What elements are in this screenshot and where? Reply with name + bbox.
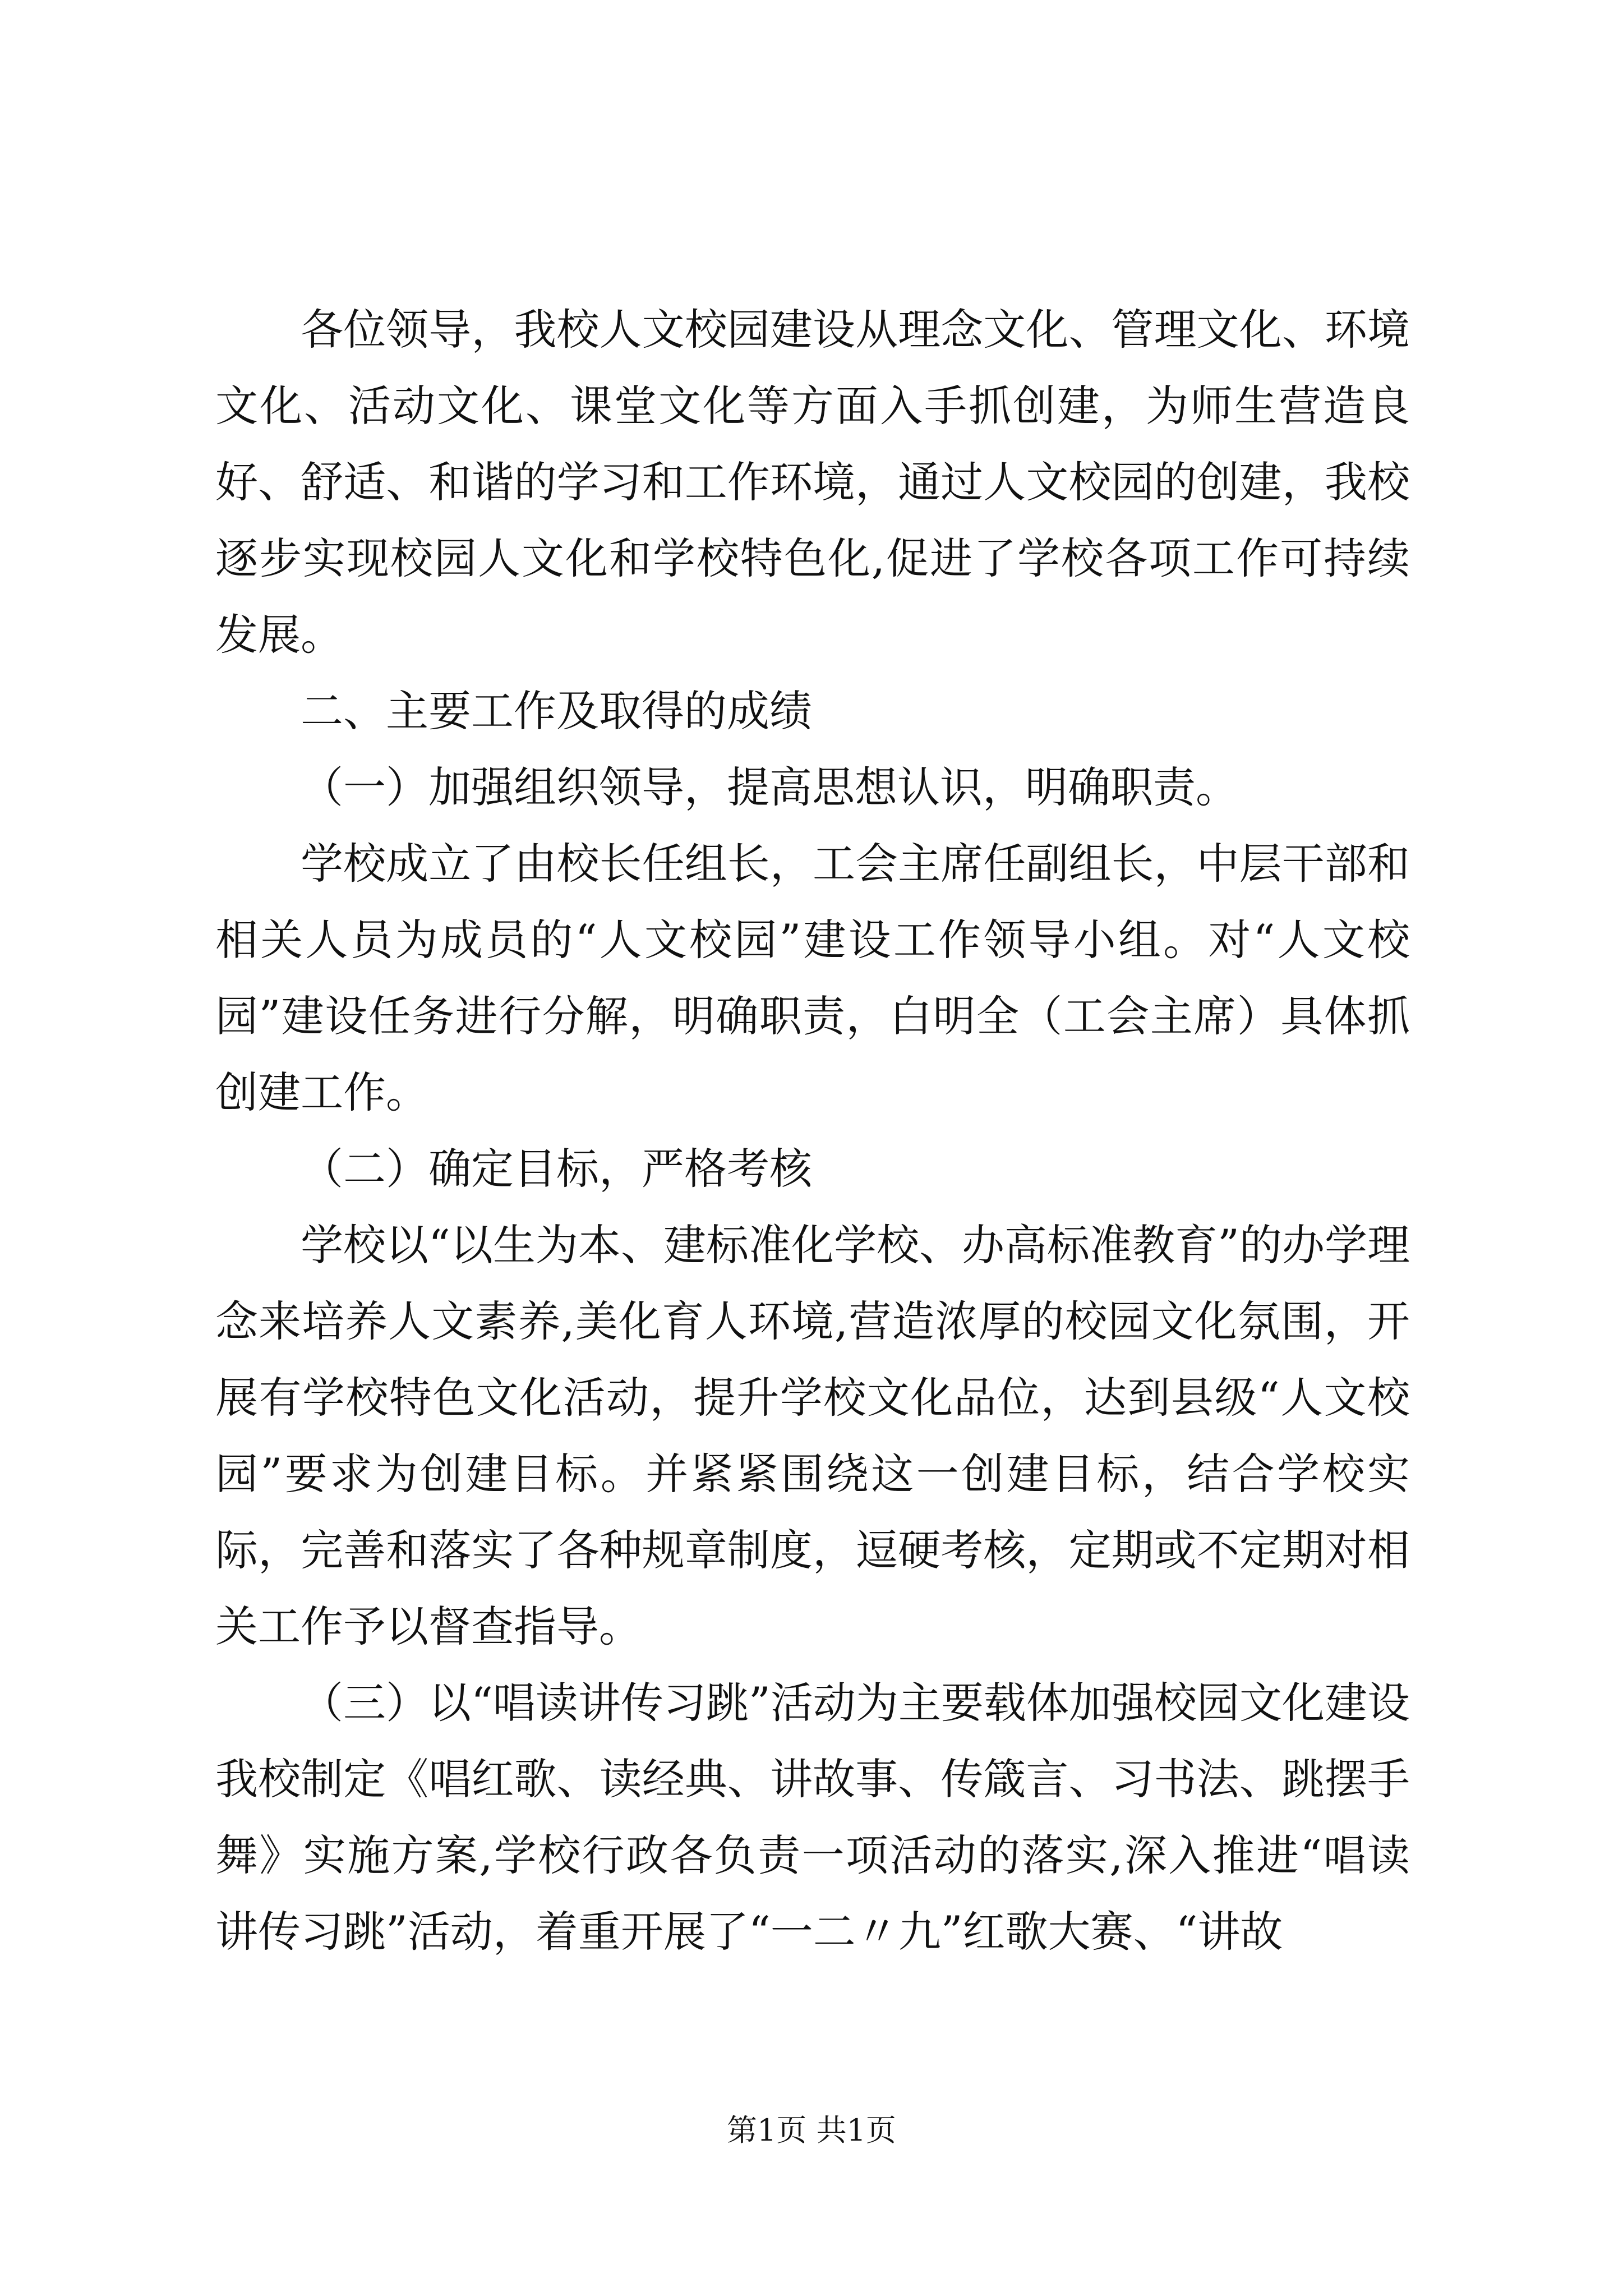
goals-paragraph: 学校以“以生为本、建标准化学校、办高标准教育”的办学理念来培养人文素养,美化育人环境,营造浓厚的校园文化氛围，开展有学校特色文化活动，提升学校文化品位，达到县级“人文校园”要求为创建目标。并紧紧围绕这一创建目标，结合学校实际，完善和落实了各种规章制度，逗硬考核，定期或不定期对相关工作予以督查指导。 (215, 1220, 1410, 1651)
activities-paragraph: （三）以“唱读讲传习跳”活动为主要载体加强校园文化建设我校制定《唱红歌、读经典、讲故事、传箴言、习书法、跳摆手舞》实施方案,学校行政各负责一项活动的落实,深入推进“唱读讲传习跳”活动，着重开展了“一二〃九”红歌大赛、“讲故 (215, 1678, 1410, 1957)
intro-paragraph: 各位领导，我校人文校园建设从理念文化、管理文化、环境文化、活动文化、课堂文化等方面入手抓创建，为师生营造良好、舒适、和谐的学习和工作环境，通过人文校园的创建，我校逐步实现校园人文化和学校特色化,促进了学校各项工作可持续发展。 (215, 305, 1410, 660)
organization-paragraph: 学校成立了由校长任组长，工会主席任副组长，中层干部和相关人员为成员的“人文校园”建设工作领导小组。对“人文校园”建设任务进行分解，明确职责，白明全（工会主席）具体抓创建工作。 (215, 839, 1410, 1117)
section-heading-main-work: 二、主要工作及取得的成绩 (301, 686, 812, 736)
subheading-organization: （一）加强组织领导，提高思想认识，明确职责。 (301, 762, 1238, 812)
page-footer: 第1页 共1页 (727, 2113, 896, 2148)
subheading-goals: （二）确定目标，严格考核 (301, 1144, 812, 1194)
document-body (215, 292, 1410, 1970)
